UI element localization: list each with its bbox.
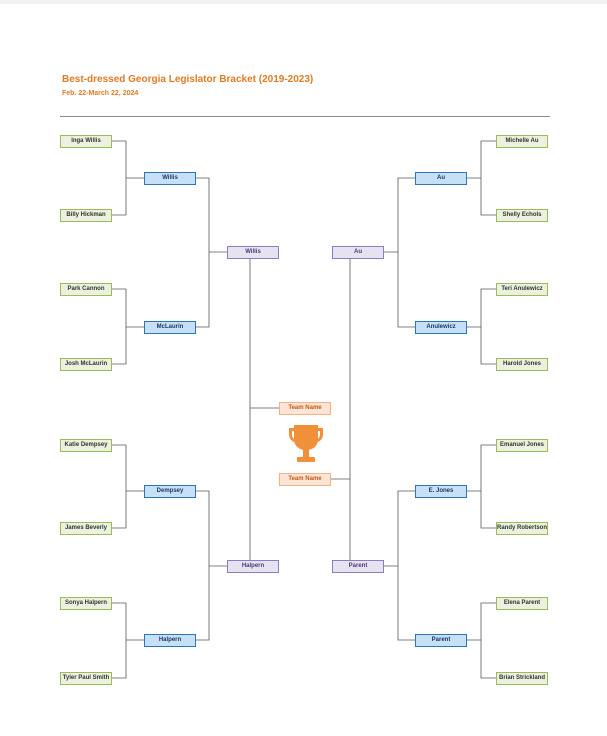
left-r3-slot-1: Willis xyxy=(227,246,279,259)
left-r1-slot-2: Billy Hickman xyxy=(60,209,112,222)
left-r1-slot-5: Katie Dempsey xyxy=(60,439,112,452)
left-r1-slot-6: James Beverly xyxy=(60,522,112,535)
left-r1-slot-4: Josh McLaurin xyxy=(60,358,112,371)
finals-slot-right: Team Name xyxy=(279,473,331,486)
right-r1-slot-5: Emanuel Jones xyxy=(496,439,548,452)
left-r1-slot-7: Sonya Halpern xyxy=(60,597,112,610)
left-r2-slot-1: Willis xyxy=(144,172,196,185)
right-r3-slot-1: Au xyxy=(332,246,384,259)
right-r1-slot-3: Teri Anulewicz xyxy=(496,283,548,296)
trophy-icon xyxy=(288,423,324,465)
left-r2-slot-4: Halpern xyxy=(144,634,196,647)
left-r2-slot-3: Dempsey xyxy=(144,485,196,498)
right-r1-slot-7: Elena Parent xyxy=(496,597,548,610)
right-r1-slot-6: Randy Robertson xyxy=(496,522,548,535)
right-r1-slot-8: Brian Strickland xyxy=(496,672,548,685)
left-r3-slot-2: Halpern xyxy=(227,560,279,573)
right-r2-slot-1: Au xyxy=(415,172,467,185)
right-r2-slot-3: E. Jones xyxy=(415,485,467,498)
page-title: Best-dressed Georgia Legislator Bracket (2019-2023) xyxy=(62,74,314,85)
left-r2-slot-2: McLaurin xyxy=(144,321,196,334)
left-r1-slot-3: Park Cannon xyxy=(60,283,112,296)
left-r1-slot-1: Inga Willis xyxy=(60,135,112,148)
right-r1-slot-4: Harold Jones xyxy=(496,358,548,371)
left-r1-slot-8: Tyler Paul Smith xyxy=(60,672,112,685)
right-r3-slot-2: Parent xyxy=(332,560,384,573)
right-r2-slot-2: Anulewicz xyxy=(415,321,467,334)
finals-slot-left: Team Name xyxy=(279,402,331,415)
page-dates: Feb. 22-March 22, 2024 xyxy=(62,90,139,97)
right-r1-slot-2: Shelly Echols xyxy=(496,209,548,222)
right-r2-slot-4: Parent xyxy=(415,634,467,647)
right-r1-slot-1: Michelle Au xyxy=(496,135,548,148)
